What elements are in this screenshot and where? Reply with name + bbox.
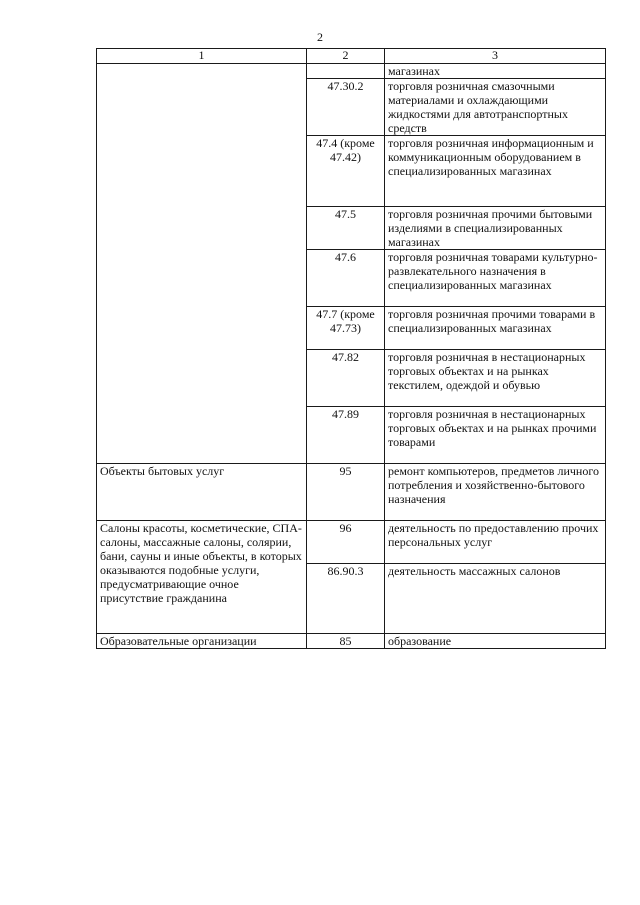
activity-description-cell: торговля розничная прочими товарами в специализированных магазинах: [385, 307, 606, 350]
activity-description-cell: деятельность по предоставлению прочих персональных услуг: [385, 521, 606, 564]
activity-description-cell: торговля розничная в нестационарных торговых объектах и на рынках текстилем, одеждой и обувью: [385, 350, 606, 407]
okved-code-cell: 85: [307, 634, 385, 649]
okved-code-cell: 47.5: [307, 207, 385, 250]
activity-description-cell: торговля розничная информационным и коммуникационным оборудованием в специализированных магазинах: [385, 136, 606, 207]
okved-code-cell: 86.90.3: [307, 564, 385, 634]
table-row: [97, 521, 606, 564]
object-type-cell: Объекты бытовых услуг: [97, 464, 307, 521]
activity-description-cell: деятельность массажных салонов: [385, 564, 606, 634]
table-row: [97, 64, 606, 79]
table-header-row: [97, 49, 606, 64]
object-type-cell: Салоны красоты, косметические, СПА-салоны, массажные салоны, солярии, бани, сауны и иные объекты, в которых оказываются подобные услуги, предусматривающие очное присутствие гражданина: [97, 521, 307, 634]
activity-codes-table: [96, 48, 606, 649]
okved-code-cell: 47.89: [307, 407, 385, 464]
object-type-cell: Образовательные организации: [97, 634, 307, 649]
okved-code-cell: 47.6: [307, 250, 385, 307]
activity-description-cell: торговля розничная товарами культурно-развлекательного назначения в специализированных магазинах: [385, 250, 606, 307]
header-col-2: 2: [307, 49, 385, 64]
okved-code-cell: 47.82: [307, 350, 385, 407]
activity-description-cell: торговля розничная в нестационарных торговых объектах и на рынках прочими товарами: [385, 407, 606, 464]
header-col-3: 3: [385, 49, 606, 64]
activity-description-cell: магазинах: [385, 64, 606, 79]
okved-code-cell: 47.4 (кроме 47.42): [307, 136, 385, 207]
okved-code-cell: 47.7 (кроме 47.73): [307, 307, 385, 350]
activity-description-cell: образование: [385, 634, 606, 649]
activity-description-cell: ремонт компьютеров, предметов личного потребления и хозяйственно-бытового назначения: [385, 464, 606, 521]
okved-code-cell: 96: [307, 521, 385, 564]
okved-code-cell: 47.30.2: [307, 79, 385, 136]
page-number: 2: [317, 30, 323, 44]
activity-description-cell: торговля розничная смазочными материалами и охлаждающими жидкостями для автотранспортных средств: [385, 79, 606, 136]
okved-code-cell: 95: [307, 464, 385, 521]
table-row: [97, 634, 606, 649]
object-type-cell-empty: [97, 64, 307, 464]
table-row: [97, 464, 606, 521]
header-col-1: 1: [97, 49, 307, 64]
okved-code-cell: [307, 64, 385, 79]
activity-description-cell: торговля розничная прочими бытовыми изделиями в специализированных магазинах: [385, 207, 606, 250]
